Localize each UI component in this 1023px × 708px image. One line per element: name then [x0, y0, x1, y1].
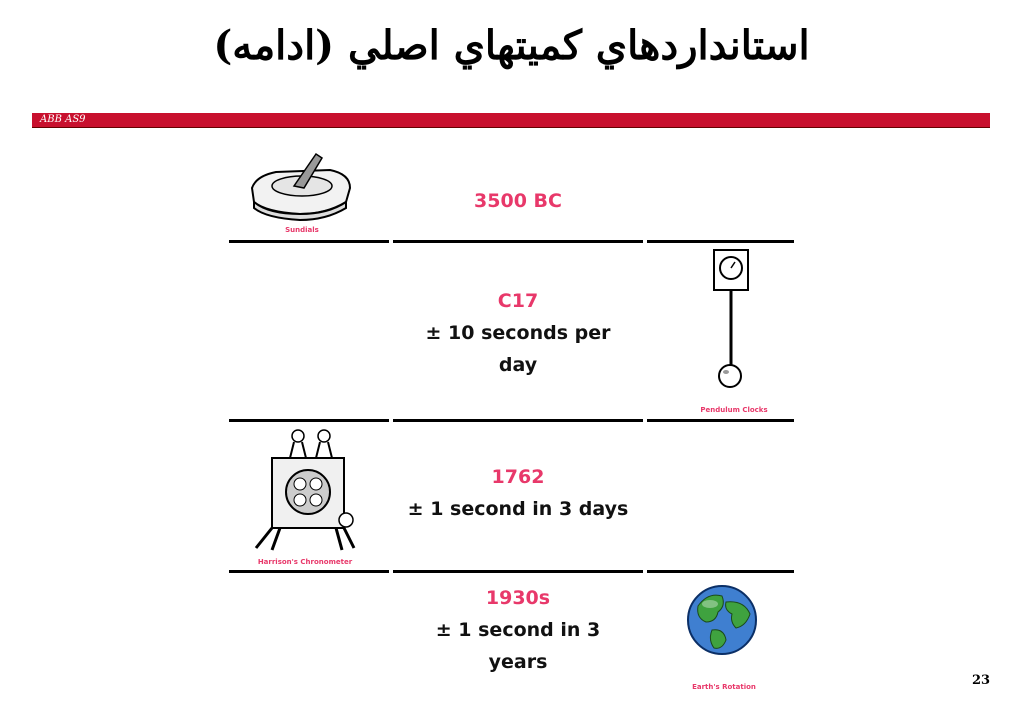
slide-title: استانداردهاي كميتهاي اصلي (ادامه)	[213, 22, 810, 69]
divider-1-left	[229, 240, 389, 243]
divider-1-mid	[393, 240, 643, 243]
divider-2-left	[229, 419, 389, 422]
row-3-year: 1762	[491, 466, 545, 488]
row-4-accuracy: ± 1 second in 3 years	[435, 619, 601, 673]
row-1-year: 3500 BC	[474, 190, 562, 212]
globe-caption: Earth's Rotation	[692, 683, 756, 691]
chronometer-icon	[250, 428, 360, 556]
row-4-text	[393, 580, 643, 680]
chronometer-caption: Harrison's Chronometer	[257, 558, 353, 566]
globe-icon	[686, 582, 758, 678]
row-2-accuracy: ± 10 seconds per day	[425, 322, 611, 376]
row-2-text	[393, 278, 643, 388]
row-3-text	[393, 458, 643, 528]
divider-2-right	[647, 419, 794, 422]
divider-3-mid	[393, 570, 643, 573]
divider-3-right	[647, 570, 794, 573]
row-4-year: 1930s	[485, 587, 551, 609]
pendulum-clock-icon	[700, 248, 760, 398]
banner-label: ABB AS9	[40, 114, 86, 125]
pendulum-caption: Pendulum Clocks	[700, 406, 768, 414]
sundial-icon	[246, 148, 356, 226]
page-number: 23	[972, 673, 991, 688]
row-3-accuracy: ± 1 second in 3 days	[407, 498, 629, 520]
row-1-text	[393, 180, 643, 222]
sundial-caption: Sundials	[285, 226, 319, 234]
divider-3-left	[229, 570, 389, 573]
header-banner	[32, 113, 990, 128]
divider-2-mid	[393, 419, 643, 422]
divider-1-right	[647, 240, 794, 243]
row-2-year: C17	[497, 290, 539, 312]
